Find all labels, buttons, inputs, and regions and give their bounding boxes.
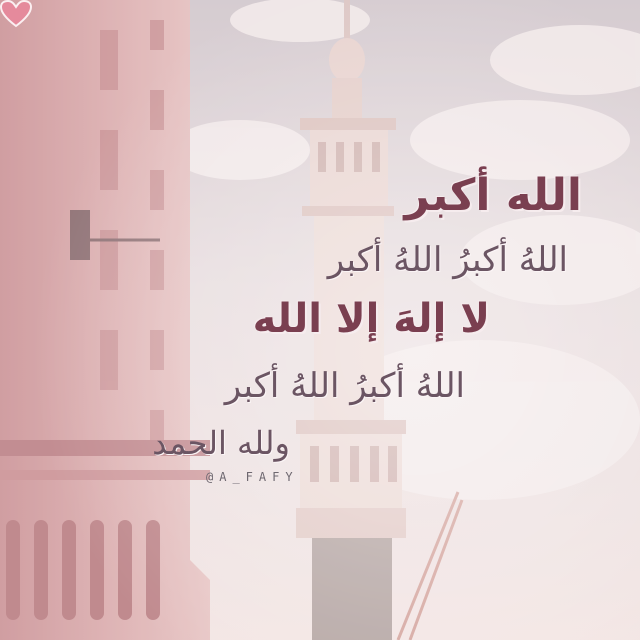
takbir-line-four: اللهُ أكبرُ اللهُ أكبر bbox=[224, 366, 465, 406]
author-signature: @A_FAFY bbox=[206, 470, 299, 484]
hamd-line: ولله الحمد bbox=[152, 424, 290, 462]
takbir-heading: الله أكبر bbox=[404, 170, 582, 221]
takbir-line-two: اللهُ أكبرُ اللهُ أكبر bbox=[327, 240, 568, 280]
tahlil-line: لا إلهَ إلا الله bbox=[252, 296, 490, 342]
